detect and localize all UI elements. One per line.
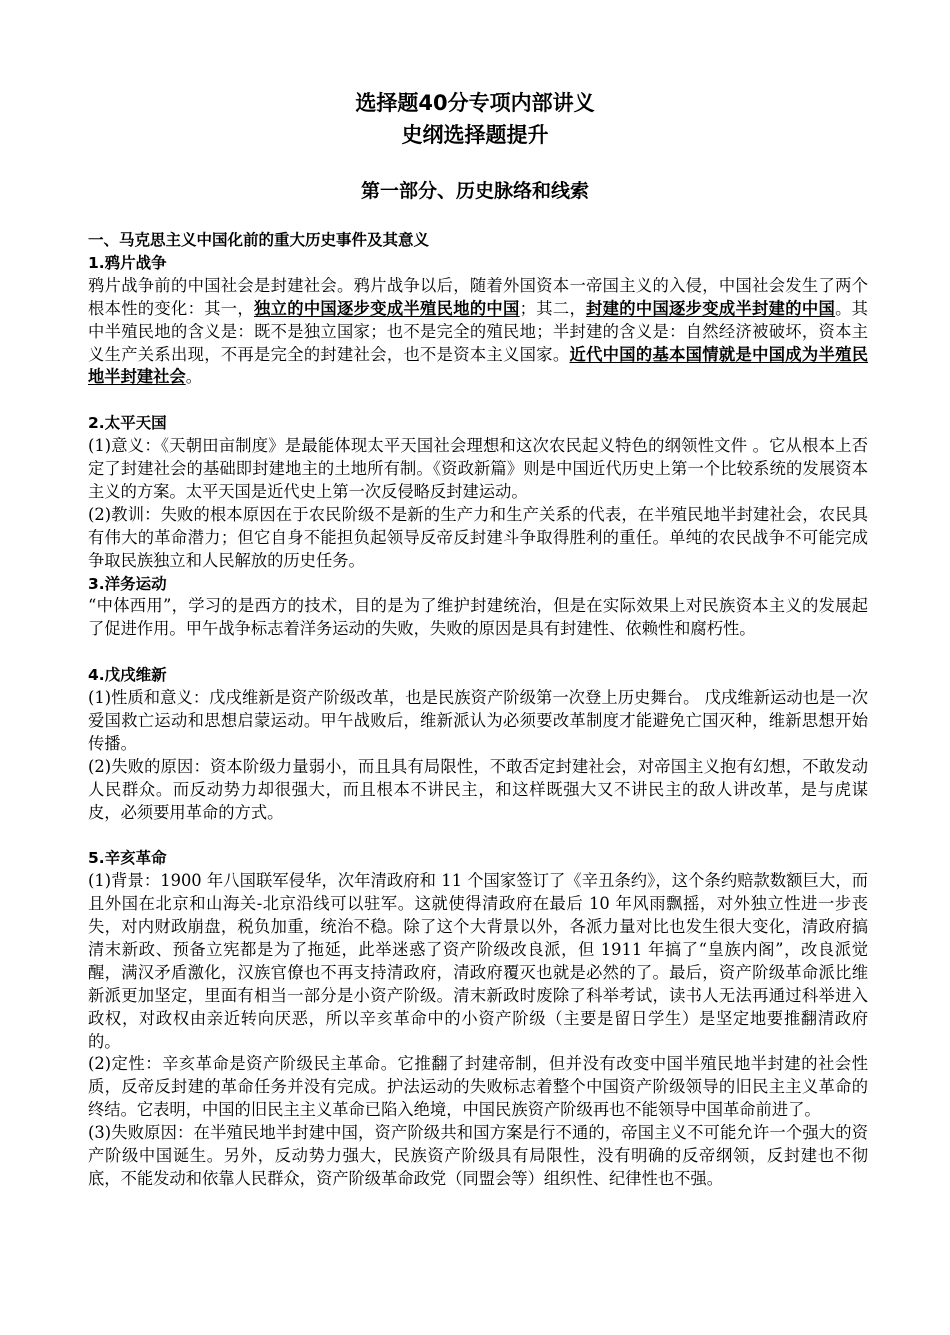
emphasis-text: 近代中国的基本国情就是中国成为半殖民地半封建社会 — [88, 344, 868, 387]
doc-subtitle: 史纲选择题提升 — [401, 123, 549, 147]
paragraph-reform-failure: (2)失败的原因：资本阶级力量弱小，而且具有局限性，不敢否定封建社会，对帝国主义抱有幻想，不敢发动人民群众。而反动势力却很强大，而且根本不讲民主，和这样既强大又不讲民主的敌人讲改革，是与虎谋皮，必须要用革命的方式。 — [88, 756, 868, 822]
document-body — [88, 229, 868, 1191]
spacer — [88, 824, 868, 847]
topic-heading-xinhai: 5.辛亥革命 — [88, 849, 167, 868]
emphasis-text: 独立的中国逐步变成半殖民地的中国 — [254, 298, 520, 318]
text-run: 。 — [185, 367, 202, 387]
paragraph-reform-nature: (1)性质和意义：戊戌维新是资产阶级改革，也是民族资产阶级第一次登上历史舞台。 戊戌维新运动也是一次爱国救亡运动和思想启蒙运动。甲午战败后，维新派认为必须要改革制度才能避免亡国灭种，维新思想开始传播。 — [88, 688, 868, 753]
paragraph-opium-war — [88, 275, 868, 390]
spacer — [88, 389, 868, 412]
section-heading: 一、马克思主义中国化前的重大历史事件及其意义 — [88, 231, 430, 249]
paragraph-self-strengthening: “中体西用”，学习的是西方的技术，目的是为了维护封建统治，但是在实际效果上对民族资本主义的发展起了促进作用。甲午战争标志着洋务运动的失败，失败的原因是具有封建性、依赖性和腐朽性。 — [88, 596, 868, 639]
paragraph-taiping-significance: (1)意义：《天朝田亩制度》是最能体现太平天国社会理想和这次农民起义特色的纲领性文件 。它从根本上否定了封建社会的基础即封建地主的土地所有制。《资政新篇》则是中国近代历史上第一个比较系统的发展资本主义的方案。太平天国是近代史上第一次反侵略反封建运动。 — [88, 436, 868, 501]
doc-title: 选择题40分专项内部讲义 — [355, 91, 595, 115]
topic-heading-reform: 4.戊戌维新 — [88, 666, 167, 685]
topic-heading-self-strengthening: 3.洋务运动 — [88, 574, 167, 593]
topic-heading-taiping: 2.太平天国 — [88, 414, 167, 433]
paragraph-xinhai-background: (1)背景：1900 年八国联军侵华，次年清政府和 11 个国家签订了《辛丑条约》，这个条约赔款数额巨大，而且外国在北京和山海关-北京沿线可以驻军。这就使得清政府在最后 10 年风雨飘摇，对外独立性进一步丧失，对内财政崩盘，税负加重，统治不稳。除了这个大背景以外，各派力量对比也发生很大变化，清政府搞清末新政、预备立宪都是为了拖延，此举迷惑了资产阶级改良派，但 1911 年搞了“皇族内阁”，改良派觉醒，满汉矛盾激化，汉族官僚也不再支持清政府，清政府覆灭也就是必然的了。最后，资产阶级革命派比维新派更加坚定，里面有相当一部分是小资产阶级。清末新政时废除了科举考试，读书人无法再通过科举进入政权，对政权由亲近转向厌恶，所以辛亥革命中的小资产阶级（主要是留日学生）是坚定地要推翻清政府的。 — [88, 871, 868, 1051]
part-title: 第一部分、历史脉络和线索 — [360, 180, 589, 202]
text-run: 。其中半殖民地的含义是：既不是独立国家；也不是完全的殖民地；半封建的含义是：自然经济被破坏，资本主义生产关系出现，不再是完全的封建社会，也不是资本主义国家。 — [88, 298, 868, 364]
paragraph-xinhai-nature: (2)定性：辛亥革命是资产阶级民主革命。它推翻了封建帝制，但并没有改变中国半殖民地半封建的社会性质，反帝反封建的革命任务并没有完成。护法运动的失败标志着整个中国资产阶级领导的旧民主主义革命的终结。它表明，中国的旧民主主义革命已陷入绝境，中国民族资产阶级再也不能领导中国革命前进了。 — [88, 1054, 868, 1120]
topic-heading-opium-war: 1.鸦片战争 — [88, 253, 167, 272]
text-run: 鸦片战争前的中国社会是封建社会。鸦片战争以后，随着外国资本一帝国主义的入侵，中国社会发生了两个根本性的变化：其一， — [88, 275, 868, 318]
paragraph-taiping-lessons: (2)教训：失败的根本原因在于农民阶级不是新的生产力和生产关系的代表，在半殖民地半封建社会，农民具有伟大的革命潜力；但它自身不能担负起领导反帝反封建斗争取得胜利的重任。单纯的农民战争不可能完成争取民族独立和人民解放的历史任务。 — [88, 504, 868, 570]
emphasis-text: 封建的中国逐步变成半封建的中国 — [586, 298, 836, 318]
paragraph-xinhai-failure: (3)失败原因：在半殖民地半封建中国，资产阶级共和国方案是行不通的，帝国主义不可能允许一个强大的资产阶级中国诞生。另外，反动势力强大，民族资产阶级具有局限性，没有明确的反帝纲领，反封建也不彻底，不能发动和依靠人民群众，资产阶级革命政党（同盟会等）组织性、纪律性也不强。 — [88, 1123, 868, 1189]
text-run: ；其二， — [519, 298, 587, 318]
spacer — [88, 641, 868, 664]
